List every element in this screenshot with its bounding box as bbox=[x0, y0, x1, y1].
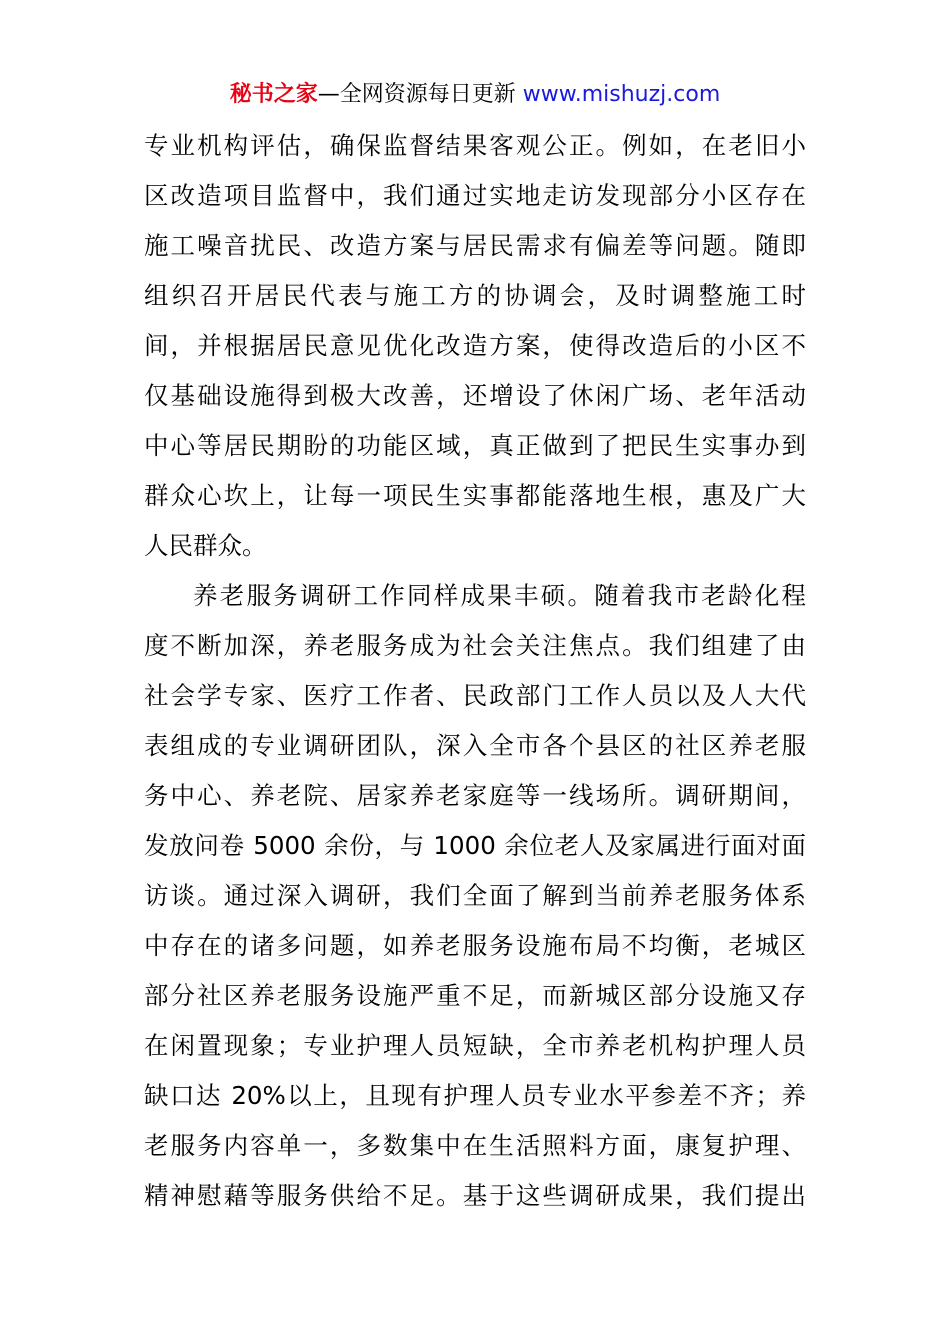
text-line: 中心等居民期盼的功能区域，真正做到了把民生实事办到 bbox=[144, 431, 806, 460]
text-line: 部分社区养老服务设施严重不足，而新城区部分设施又存 bbox=[144, 981, 806, 1010]
text-line: 施工噪音扰民、改造方案与居民需求有偏差等问题。随即 bbox=[144, 231, 806, 260]
text-line: 表组成的专业调研团队，深入全市各个县区的社区养老服 bbox=[144, 731, 806, 760]
text-line: 间，并根据居民意见优化改造方案，使得改造后的小区不 bbox=[144, 331, 806, 360]
text-line: 务中心、养老院、居家养老家庭等一线场所。调研期间， bbox=[144, 781, 806, 810]
site-brand: 秘书之家 bbox=[229, 82, 318, 107]
text-line: 组织召开居民代表与施工方的协调会，及时调整施工时 bbox=[144, 281, 806, 310]
text-line: 缺口达 20%以上，且现有护理人员专业水平参差不齐；养 bbox=[144, 1081, 806, 1110]
text-line: 老服务内容单一，多数集中在生活照料方面，康复护理、 bbox=[144, 1131, 806, 1160]
text-line: 群众心坎上，让每一项民生实事都能落地生根，惠及广大 bbox=[144, 481, 806, 510]
text-line: 度不断加深，养老服务成为社会关注焦点。我们组建了由 bbox=[144, 631, 806, 660]
paragraph bbox=[144, 121, 806, 571]
text-line: 仅基础设施得到极大改善，还增设了休闲广场、老年活动 bbox=[144, 381, 806, 410]
text-line: 访谈。通过深入调研，我们全面了解到当前养老服务体系 bbox=[144, 881, 806, 910]
text-line: 养老服务调研工作同样成果丰硕。随着我市老龄化程 bbox=[193, 581, 806, 610]
site-url: www.mishuzj.com bbox=[522, 82, 721, 107]
text-line: 社会学专家、医疗工作者、民政部门工作人员以及人大代 bbox=[144, 681, 806, 710]
text-line: 中存在的诸多问题，如养老服务设施布局不均衡，老城区 bbox=[144, 931, 806, 960]
text-line: 人民群众。 bbox=[144, 531, 267, 560]
text-line: 精神慰藉等服务供给不足。基于这些调研成果，我们提出 bbox=[144, 1181, 806, 1210]
paragraph bbox=[144, 571, 806, 1221]
text-line: 区改造项目监督中，我们通过实地走访发现部分小区存在 bbox=[144, 181, 806, 210]
page-header bbox=[0, 80, 950, 110]
site-tagline: —全网资源每日更新 bbox=[317, 82, 516, 107]
document-body bbox=[144, 121, 806, 1221]
text-line: 发放问卷 5000 余份，与 1000 余位老人及家属进行面对面 bbox=[144, 831, 806, 860]
text-line: 在闲置现象；专业护理人员短缺，全市养老机构护理人员 bbox=[144, 1031, 806, 1060]
text-line: 专业机构评估，确保监督结果客观公正。例如，在老旧小 bbox=[144, 131, 806, 160]
